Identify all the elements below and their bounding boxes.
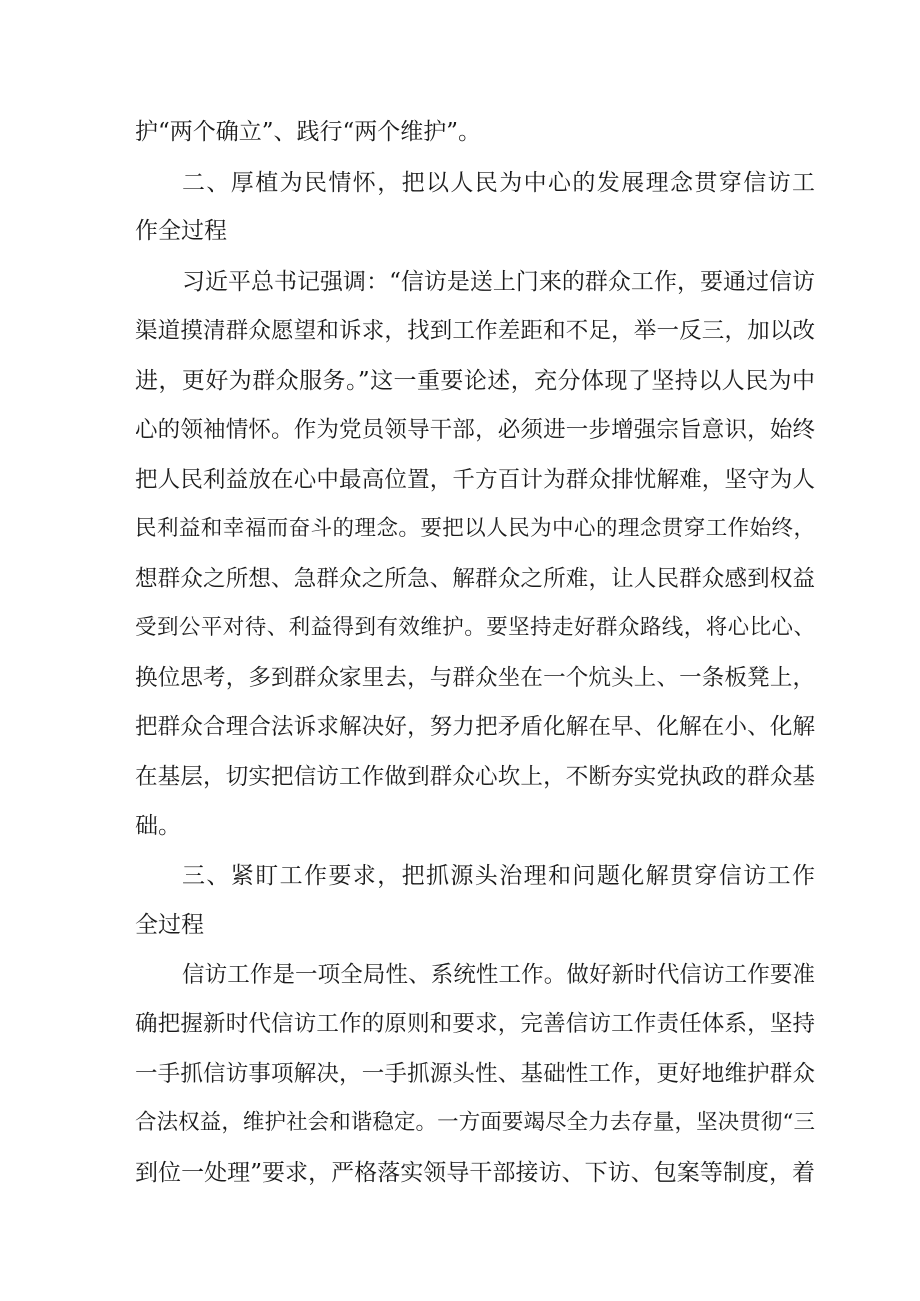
- text-line: 合法权益，维护社会和谐稳定。一方面要竭尽全力去存量，坚决贯彻“三: [135, 1110, 815, 1135]
- text-line: 想群众之所想、急群众之所急、解群众之所难，让人民群众感到权益: [135, 566, 815, 592]
- text-line: 础。: [135, 813, 181, 839]
- text-line: 确把握新时代信访工作的原则和要求，完善信访工作责任体系，坚持: [135, 1011, 815, 1037]
- text-line: 受到公平对待、利益得到有效维护。要坚持走好群众路线，将心比心、: [135, 615, 815, 640]
- text-line: 习近平总书记强调：“信访是送上门来的群众工作，要通过信访: [182, 269, 815, 295]
- text-line: 渠道摸清群众愿望和诉求，找到工作差距和不足，举一反三，加以改: [135, 318, 815, 344]
- section-heading: 三、紧盯工作要求，把抓源头治理和问题化解贯穿信访工作: [182, 863, 815, 889]
- text-line: 进，更好为群众服务。”这一重要论述，充分体现了坚持以人民为中: [135, 368, 815, 394]
- text-line: 护“两个确立”、践行“两个维护”。: [135, 119, 482, 145]
- section-heading: 二、厚植为民情怀，把以人民为中心的发展理念贯穿信访工: [182, 170, 815, 196]
- section-heading: 作全过程: [135, 218, 227, 244]
- text-line: 把人民利益放在心中最高位置，千方百计为群众排忧解难，坚守为人: [135, 467, 815, 493]
- text-line: 在基层，切实把信访工作做到群众心坎上，不断夯实党执政的群众基: [135, 764, 815, 790]
- text-line: 信访工作是一项全局性、系统性工作。做好新时代信访工作要准: [182, 962, 815, 988]
- text-line: 到位一处理”要求，严格落实领导干部接访、下访、包案等制度，着: [135, 1160, 815, 1186]
- text-line: 把群众合理合法诉求解决好，努力把矛盾化解在早、化解在小、化解: [135, 714, 815, 740]
- text-line: 一手抓信访事项解决，一手抓源头性、基础性工作，更好地维护群众: [135, 1061, 815, 1087]
- section-heading: 全过程: [135, 912, 204, 938]
- text-line: 心的领袖情怀。作为党员领导干部，必须进一步增强宗旨意识，始终: [135, 417, 815, 443]
- text-line: 换位思考，多到群众家里去，与群众坐在一个炕头上、一条板凳上，: [135, 665, 815, 691]
- text-line: 民利益和幸福而奋斗的理念。要把以人民为中心的理念贯穿工作始终，: [135, 516, 815, 541]
